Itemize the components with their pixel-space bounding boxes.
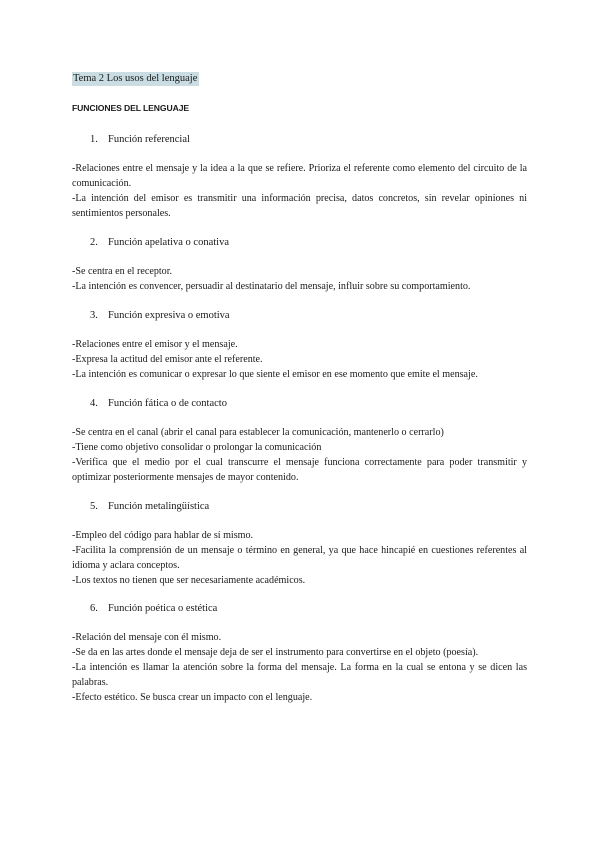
function-heading-metalinguistica bbox=[90, 500, 209, 514]
function-line: -La intención es comunicar o expresar lo que siente el emisor en ese momento que emite el mensaje. bbox=[72, 369, 478, 380]
function-line: -Los textos no tienen que ser necesariamente académicos. bbox=[72, 575, 306, 586]
function-number: 3. bbox=[90, 310, 98, 321]
function-line: -Empleo del código para hablar de sí mismo. bbox=[72, 530, 254, 541]
function-line: -Se centra en el receptor. bbox=[72, 266, 173, 277]
function-name: Función referencial bbox=[108, 134, 190, 145]
function-body-expresiva bbox=[72, 337, 527, 382]
function-heading-expresiva bbox=[90, 309, 230, 323]
document-title: Tema 2 Los usos del lenguaje bbox=[73, 73, 198, 84]
function-name: Función fática o de contacto bbox=[108, 398, 227, 409]
function-line: -Expresa la actitud del emisor ante el referente. bbox=[72, 354, 263, 365]
function-heading-fatica bbox=[90, 397, 227, 411]
function-body-fatica bbox=[72, 425, 527, 485]
function-line: -Relaciones entre el emisor y el mensaje. bbox=[72, 339, 238, 350]
function-name: Función apelativa o conativa bbox=[108, 237, 230, 248]
function-name: Función poética o estética bbox=[108, 603, 218, 614]
function-number: 5. bbox=[90, 501, 98, 512]
function-number: 1. bbox=[90, 134, 98, 145]
function-line: -Tiene como objetivo consolidar o prolongar la comunicación bbox=[72, 442, 322, 453]
function-line: -La intención es llamar la atención sobre la forma del mensaje. La forma en la cual se entona y se dicen las palabras. bbox=[72, 662, 527, 688]
function-body-metalinguistica bbox=[72, 528, 527, 588]
function-name: Función metalingüística bbox=[108, 501, 210, 512]
section-heading: FUNCIONES DEL LENGUAJE bbox=[72, 103, 190, 113]
function-line: -Verifica que el medio por el cual transcurre el mensaje funciona correctamente para poder transmitir y optimizar posteriormente mensajes de mayor contenido. bbox=[72, 457, 527, 483]
function-line: -Se da en las artes donde el mensaje deja de ser el instrumento para convertirse en el objeto (poesía). bbox=[72, 647, 479, 658]
function-body-referencial bbox=[72, 161, 527, 221]
function-line: -La intención del emisor es transmitir una información precisa, datos concretos, sin revelar opiniones ni sentimientos personales. bbox=[72, 193, 527, 219]
function-number: 4. bbox=[90, 398, 98, 409]
function-line: -Relación del mensaje con él mismo. bbox=[72, 632, 222, 643]
function-heading-referencial bbox=[90, 133, 190, 147]
function-line: -La intención es convencer, persuadir al destinatario del mensaje, influir sobre su comportamiento. bbox=[72, 281, 471, 292]
function-number: 6. bbox=[90, 603, 98, 614]
function-body-poetica bbox=[72, 630, 527, 705]
function-name: Función expresiva o emotiva bbox=[108, 310, 230, 321]
function-line: -Facilita la comprensión de un mensaje o término en general, ya que hace hincapié en cuestiones referentes al idioma y aclara conceptos. bbox=[72, 545, 527, 571]
function-body-apelativa bbox=[72, 264, 527, 294]
function-line: -Se centra en el canal (abrir el canal para establecer la comunicación, mantenerlo o cerrarlo) bbox=[72, 427, 444, 438]
function-heading-poetica bbox=[90, 602, 217, 616]
function-line: -Relaciones entre el mensaje y la idea a la que se refiere. Prioriza el referente como elemento del circuito de la comunicación. bbox=[72, 163, 527, 189]
function-number: 2. bbox=[90, 237, 98, 248]
function-heading-apelativa bbox=[90, 236, 229, 250]
function-line: -Efecto estético. Se busca crear un impacto con el lenguaje. bbox=[72, 692, 313, 703]
